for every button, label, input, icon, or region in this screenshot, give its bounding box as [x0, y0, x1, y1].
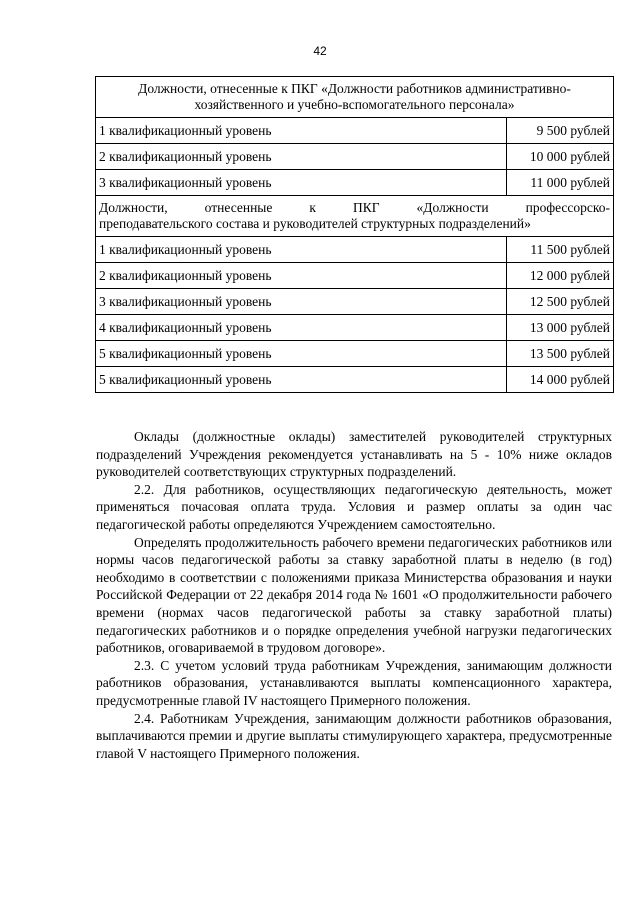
- level-cell: 3 квалификационный уровень: [96, 289, 507, 315]
- level-cell: 2 квалификационный уровень: [96, 263, 507, 289]
- paragraph: Оклады (должностные оклады) заместителей руководителей структурных подразделений Учреждения рекомендуется устанавливать на 5 - 10% ниже окладов руководителей соответствующих структурных подразделений.: [96, 429, 612, 480]
- amount-cell: 11 000 рублей: [507, 170, 614, 196]
- table-row: [96, 367, 614, 393]
- group-header-line: Должности, отнесенные к ПКГ «Должности профессорско-: [99, 200, 610, 215]
- table-group-header: [96, 77, 614, 118]
- table-row: [96, 315, 614, 341]
- table-row: [96, 237, 614, 263]
- amount-cell: 13 000 рублей: [507, 315, 614, 341]
- page-number: 42: [313, 44, 327, 58]
- amount-cell: 12 500 рублей: [507, 289, 614, 315]
- level-cell: 5 квалификационный уровень: [96, 367, 507, 393]
- paragraph: 2.3. С учетом условий труда работникам Учреждения, занимающим должности работников образования, устанавливаются выплаты компенсационного характера, предусмотренные главой IV настоящего Примерного положения.: [96, 657, 612, 708]
- table-row: [96, 341, 614, 367]
- paragraph: 2.2. Для работников, осуществляющих педагогическую деятельность, может применяться почасовая оплата труда. Условия и размер оплаты за один час педагогической работы определяются Учреждением самостоятельно.: [96, 481, 612, 532]
- table-row: [96, 170, 614, 196]
- table-row: [96, 118, 614, 144]
- group-header-line: преподавательского состава и руководителей структурных подразделений»: [99, 216, 531, 231]
- body-text: [96, 428, 612, 762]
- paragraph: Определять продолжительность рабочего времени педагогических работников или нормы часов педагогической работы за ставку заработной платы в неделю (в год) необходимо в соответствии с положениями приказа Министерства образования и науки Российской Федерации от 22 декабря 2014 года № 1601 «О продолжительности рабочего времени (нормах часов педагогической работы за ставку заработной платы) педагогических работников и о порядке определения учебной нагрузки педагогических работников, оговариваемой в трудовом договоре».: [96, 534, 612, 656]
- amount-cell: 14 000 рублей: [507, 367, 614, 393]
- level-cell: 5 квалификационный уровень: [96, 341, 507, 367]
- level-cell: 1 квалификационный уровень: [96, 118, 507, 144]
- table-row: [96, 263, 614, 289]
- amount-cell: 9 500 рублей: [507, 118, 614, 144]
- amount-cell: 10 000 рублей: [507, 144, 614, 170]
- level-cell: 1 квалификационный уровень: [96, 237, 507, 263]
- table-row: [96, 144, 614, 170]
- paragraph: 2.4. Работникам Учреждения, занимающим должности работников образования, выплачиваются премии и другие выплаты стимулирующего характера, предусмотренные главой V настоящего Примерного положения.: [96, 710, 612, 761]
- level-cell: 3 квалификационный уровень: [96, 170, 507, 196]
- group-header-cell: Должности, отнесенные к ПКГ «Должности работников административно-хозяйственного и учебно-вспомогательного персонала»: [96, 77, 614, 118]
- salary-table: [95, 76, 614, 393]
- level-cell: 2 квалификационный уровень: [96, 144, 507, 170]
- group-header-cell: [96, 196, 614, 237]
- table-group-header: [96, 196, 614, 237]
- table-row: [96, 289, 614, 315]
- amount-cell: 13 500 рублей: [507, 341, 614, 367]
- level-cell: 4 квалификационный уровень: [96, 315, 507, 341]
- amount-cell: 12 000 рублей: [507, 263, 614, 289]
- amount-cell: 11 500 рублей: [507, 237, 614, 263]
